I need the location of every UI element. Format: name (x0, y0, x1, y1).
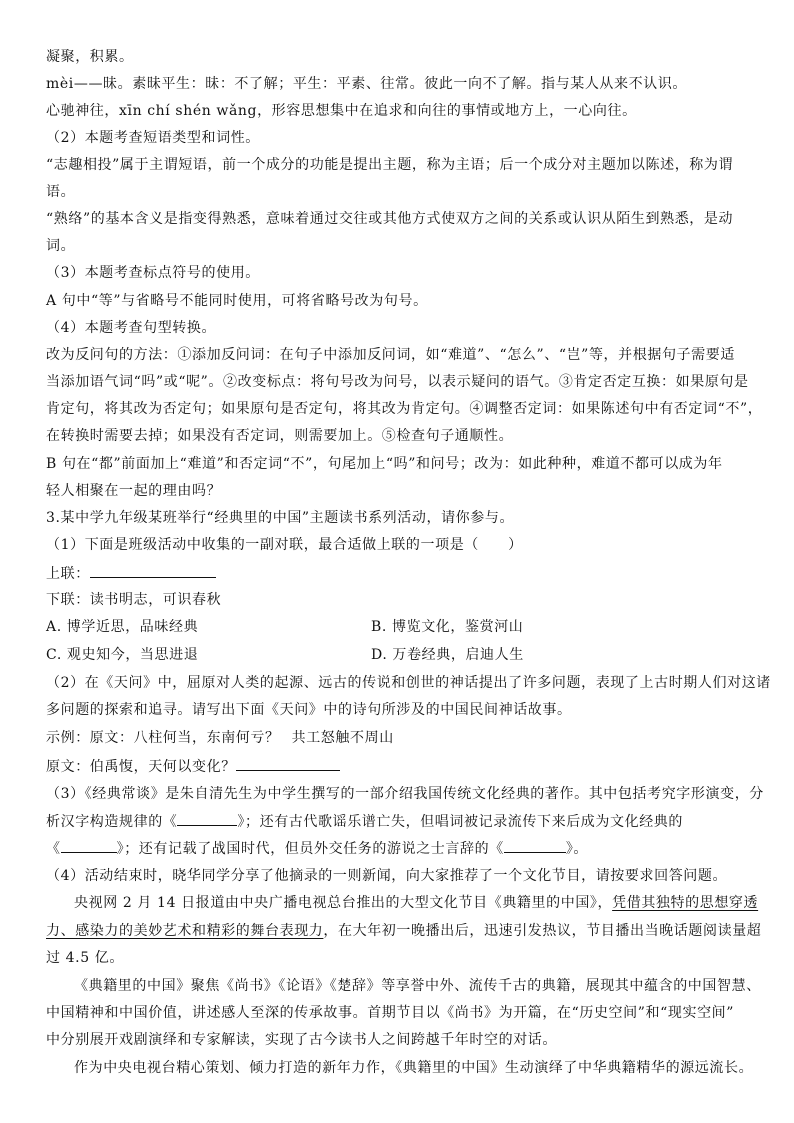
text-line: 中分别展开戏剧演绎和专家解读，实现了古今读书人之间跨越千年时空的对话。 (46, 1032, 557, 1048)
myth-answer-blank[interactable] (236, 756, 340, 771)
example-answer: 共工怒触不周山 (291, 730, 394, 746)
book-blank-2[interactable] (61, 838, 117, 853)
text-line: 语。 (46, 184, 76, 200)
text-line: “志趣相投”属于主谓短语，前一个成分的功能是提出主题，称为主语；后一个成分对主题加以陈述，称为谓 (46, 157, 734, 173)
underlined-sentence: 力、感染力的美妙艺术和精彩的舞台表现力 (46, 923, 324, 939)
text-segment: 》；还有古代歌谣乐谱亡失，但唱词被记录流传下来后成为文化经典的 (237, 814, 684, 830)
news-paragraph-2: 《典籍里的中国》聚焦《尚书》《论语》《楚辞》等享誉中外、流传千古的典籍，展现其中蕴含的中国智慧、 (74, 978, 761, 994)
text-line: 词。 (46, 238, 76, 254)
option-b: B. 博览文化，鉴赏河山 (371, 619, 524, 635)
text-line: 改为反问句的方法：①添加反问词：在句子中添加反问词，如“难道”、“怎么”、“岂”等，并根据句子需要适 (46, 347, 735, 363)
text-line: 心驰神往，xīn chí shén wǎng，形容思想集中在追求和向往的事情或地方上，一心向往。 (46, 103, 637, 119)
text-line: （2）本题考查短语类型和词性。 (46, 130, 260, 146)
text-line (46, 811, 683, 832)
text-line: “熟络”的基本含义是指变得熟悉，意味着通过交往或其他方式使双方之间的关系或认识从陌生到熟悉，是动 (46, 211, 734, 227)
text-line: 凝聚，积累。 (46, 49, 134, 65)
question-3-3: （3）《经典常谈》是朱自清先生为中学生撰写的一部介绍我国传统文化经典的著作。其中包括考究字形演变，分 (46, 786, 764, 802)
text-segment: 《 (46, 841, 61, 857)
text-line: 中国精神和中国价值，讲述感人至深的传承故事。首期节目以《尚书》为开篇，在“历史空间”和“现实空间” (46, 1005, 735, 1021)
text-segment: ，在大年初一晚播出后，迅速引发热议，节目播出当晚话题阅读量超 (323, 923, 762, 939)
text-line: 当添加语气词“吗”或“呢”。②改变标点：将句号改为问号，以表示疑问的语气。③肯定否定互换：如果原句是 (46, 374, 749, 390)
question-3-1: （1）下面是班级活动中收集的一副对联，最合适做上联的一项是（ ） (46, 537, 523, 553)
text-line: A 句中“等”与省略号不能同时使用，可将省略号改为句号。 (46, 293, 428, 309)
text-line: 过 4.5 亿。 (46, 950, 124, 966)
text-segment: 》。 (565, 841, 589, 857)
text-segment: 析汉字构造规律的《 (46, 814, 178, 830)
text-line: 多问题的探索和追寻。请写出下面《天问》中的诗句所涉及的中国民间神话故事。 (46, 702, 572, 718)
text-line: mèi——昧。素昧平生：昧：不了解；平生：平素、往常。彼此一向不了解。指与某人从来不认识。 (46, 76, 688, 92)
example-line (46, 728, 394, 748)
lower-couplet-line: 下联：读书明志，可识春秋 (46, 592, 222, 608)
text-line: 肯定句，将其改为否定句；如果原句是否定句，将其改为肯定句。④调整否定词：如果陈述句中有否定词“不”， (46, 401, 763, 417)
question-3-4: （4）活动结束时，晓华同学分享了他摘录的一则新闻，向大家推荐了一个文化节目，请按要求回答问题。 (46, 868, 728, 884)
news-paragraph-3: 作为中央电视台精心策划、倾力打造的新年力作，《典籍里的中国》生动演绎了中华典籍精华的源远流长。 (74, 1060, 754, 1076)
option-c: C. 观史知今，当思进退 (46, 647, 199, 663)
question-3-title: 3.某中学九年级某班举行“经典里的中国”主题读书系列活动，请你参与。 (46, 510, 515, 526)
text-segment: 》；还有记载了战国时代，但员外交任务的游说之士言辞的《 (116, 841, 504, 857)
option-d: D. 万卷经典，启迪人生 (371, 647, 524, 663)
text-line (46, 838, 588, 859)
book-blank-1[interactable] (177, 811, 237, 826)
text-line (46, 921, 761, 941)
source-line (46, 756, 340, 777)
underlined-sentence: 凭借其独特的思想穿透 (612, 895, 759, 911)
upper-couplet-label: 上联： (46, 566, 90, 582)
text-line: 轻人相聚在一起的理由吗？ (46, 483, 222, 499)
example-source: 示例：原文：八柱何当，东南何亏？ (46, 730, 280, 746)
text-segment: 央视网 2 月 14 日报道由中央广播电视总台推出的大型文化节目《典籍里的中国》， (74, 895, 613, 911)
news-paragraph-1 (74, 893, 758, 913)
text-line: B 句在“都”前面加上“难道”和否定词“不”，句尾加上“吗”和问号；改为：如此种种，难道不都可以成为年 (46, 456, 723, 472)
question-3-2: （2）在《天问》中，屈原对人类的起源、远古的传说和创世的神话提出了许多问题，表现了上古时期人们对这诸 (46, 675, 771, 691)
upper-couplet-blank[interactable] (90, 563, 216, 578)
text-line: （4）本题考查句型转换。 (46, 320, 217, 336)
text-line: （3）本题考查标点符号的使用。 (46, 265, 260, 281)
source-text: 原文：伯禹愎，天何以变化？ (46, 759, 236, 775)
option-a: A. 博学近思，品味经典 (46, 619, 199, 635)
upper-couplet-line (46, 563, 216, 584)
text-line: 在转换时需要去掉；如果没有否定词，则需要加上。⑤检查句子通顺性。 (46, 428, 514, 444)
book-blank-3[interactable] (504, 838, 566, 853)
